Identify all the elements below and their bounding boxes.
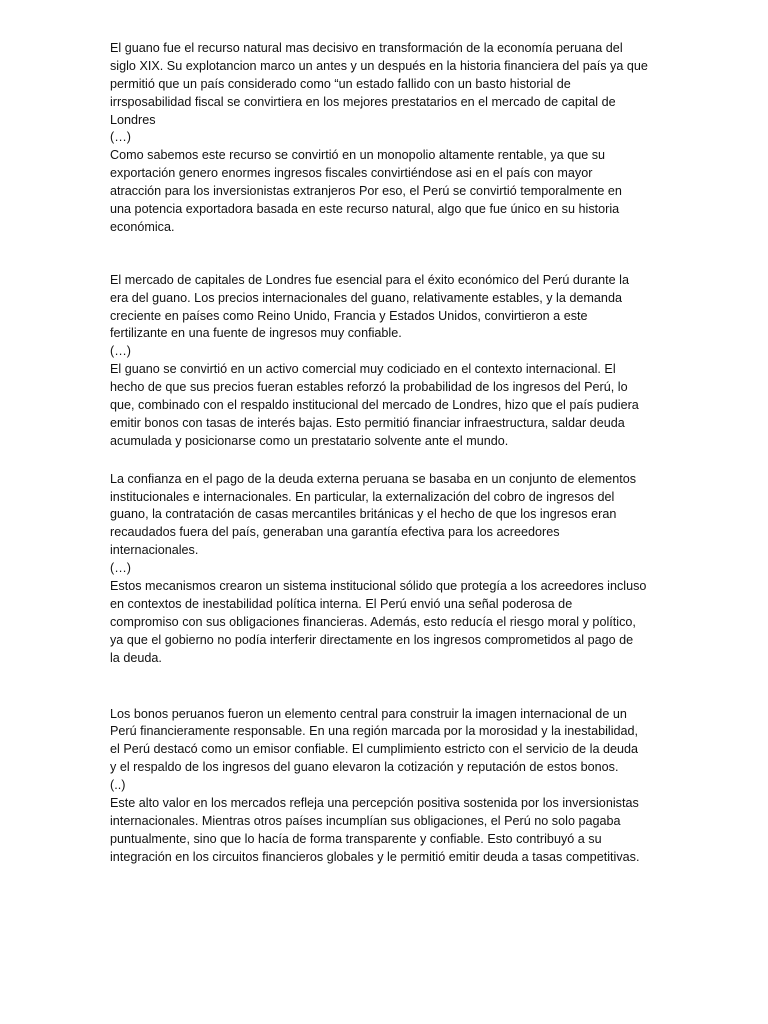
text-line: siglo XIX. Su explotancion marco un antes y un después en la historia financiera del país ya que	[110, 58, 648, 73]
document-page	[110, 40, 662, 867]
text-line: El mercado de capitales de Londres fue esencial para el éxito económico del Perú durante la	[110, 272, 629, 287]
text-line: Estos mecanismos crearon un sistema institucional sólido que protegía a los acreedores incluso	[110, 579, 647, 594]
text-line: económica.	[110, 219, 175, 234]
text-line: permitió que un país considerado como “un estado fallido con un basto historial de	[110, 76, 571, 91]
text-line: que, combinado con el respaldo institucional del mercado de Londres, hizo que el país pudiera	[110, 398, 639, 413]
text-line: creciente en países como Reino Unido, Francia y Estados Unidos, convirtieron a este	[110, 308, 588, 323]
text-line: exportación genero enormes ingresos fiscales convirtiéndose asi en el país con mayor	[110, 166, 593, 181]
document-section	[110, 471, 662, 668]
text-line: El guano se convirtió en un activo comercial muy codiciado en el contexto internacional. El	[110, 362, 616, 377]
text-line: La confianza en el pago de la deuda externa peruana se basaba en un conjunto de elementos	[110, 471, 637, 486]
text-line: la deuda.	[110, 650, 162, 665]
text-line: (…)	[110, 561, 132, 576]
text-line: era del guano. Los precios internacionales del guano, relativamente estables, y la demanda	[110, 290, 622, 305]
text-line: (…)	[110, 344, 132, 359]
text-line: fertilizante en una fuente de ingresos muy confiable.	[110, 326, 402, 341]
text-line: hecho de que sus precios fueran estables reforzó la probabilidad de los ingresos del Perú, lo	[110, 380, 628, 395]
text-line: una potencia exportadora basada en este recurso natural, algo que fue único en su historia	[110, 202, 620, 217]
text-line: recaudados fuera del país, generaban una garantía efectiva para los acreedores	[110, 525, 560, 540]
text-line: Este alto valor en los mercados refleja una percepción positiva sostenida por los inversionistas	[110, 795, 639, 810]
text-line: el Perú destacó como un emisor confiable. El cumplimiento estricto con el servicio de la deuda	[110, 742, 639, 757]
text-line: Como sabemos este recurso se convirtió en un monopolio altamente rentable, ya que su	[110, 148, 606, 163]
text-line: acumulada y posicionarse como un prestatario solvente ante el mundo.	[110, 433, 509, 448]
text-line: Los bonos peruanos fueron un elemento central para construir la imagen internacional de un	[110, 706, 627, 721]
text-line: y el respaldo de los ingresos del guano elevaron la cotización y reputación de estos bonos.	[110, 760, 619, 775]
text-line: internacionales.	[110, 543, 199, 558]
text-line: en contextos de inestabilidad política interna. El Perú envió una señal poderosa de	[110, 596, 573, 611]
text-line: institucionales e internacionales. En particular, la externalización del cobro de ingresos del	[110, 489, 615, 504]
text-line: guano, la contratación de casas mercantiles británicas y el hecho de que los ingresos eran	[110, 507, 617, 522]
text-line: irrsposabilidad fiscal se convirtiera en los mejores prestatarios en el mercado de capital de	[110, 94, 616, 109]
text-line: (…)	[110, 130, 132, 145]
text-line: Perú financieramente responsable. En una región marcada por la morosidad y la inestabilidad,	[110, 724, 639, 739]
text-line: atracción para los inversionistas extranjeros Por eso, el Perú se convirtió temporalmente en	[110, 184, 622, 199]
text-line: compromiso con sus obligaciones financieras. Además, esto reducía el riesgo moral y político,	[110, 614, 636, 629]
text-line: puntualmente, sino que lo hacía de forma transparente y confiable. Esto contribuyó a su	[110, 831, 602, 846]
document-section	[110, 272, 662, 451]
text-line: El guano fue el recurso natural mas decisivo en transformación de la economía peruana del	[110, 41, 623, 55]
document-body	[110, 40, 662, 867]
text-line: integración en los circuitos financieros globales y le permitió emitir deuda a tasas competitivas.	[110, 849, 640, 864]
text-line: Londres	[110, 112, 156, 127]
text-line: ya que el gobierno no podía interferir directamente en los ingresos comprometidos al pago de	[110, 632, 634, 647]
text-line: (..)	[110, 778, 126, 793]
document-section	[110, 40, 662, 237]
text-line: internacionales. Mientras otros países incumplían sus obligaciones, el Perú no solo pagaba	[110, 813, 621, 828]
document-section	[110, 706, 662, 867]
text-line: emitir bonos con tasas de interés bajas. Esto permitió financiar infraestructura, saldar deuda	[110, 415, 625, 430]
